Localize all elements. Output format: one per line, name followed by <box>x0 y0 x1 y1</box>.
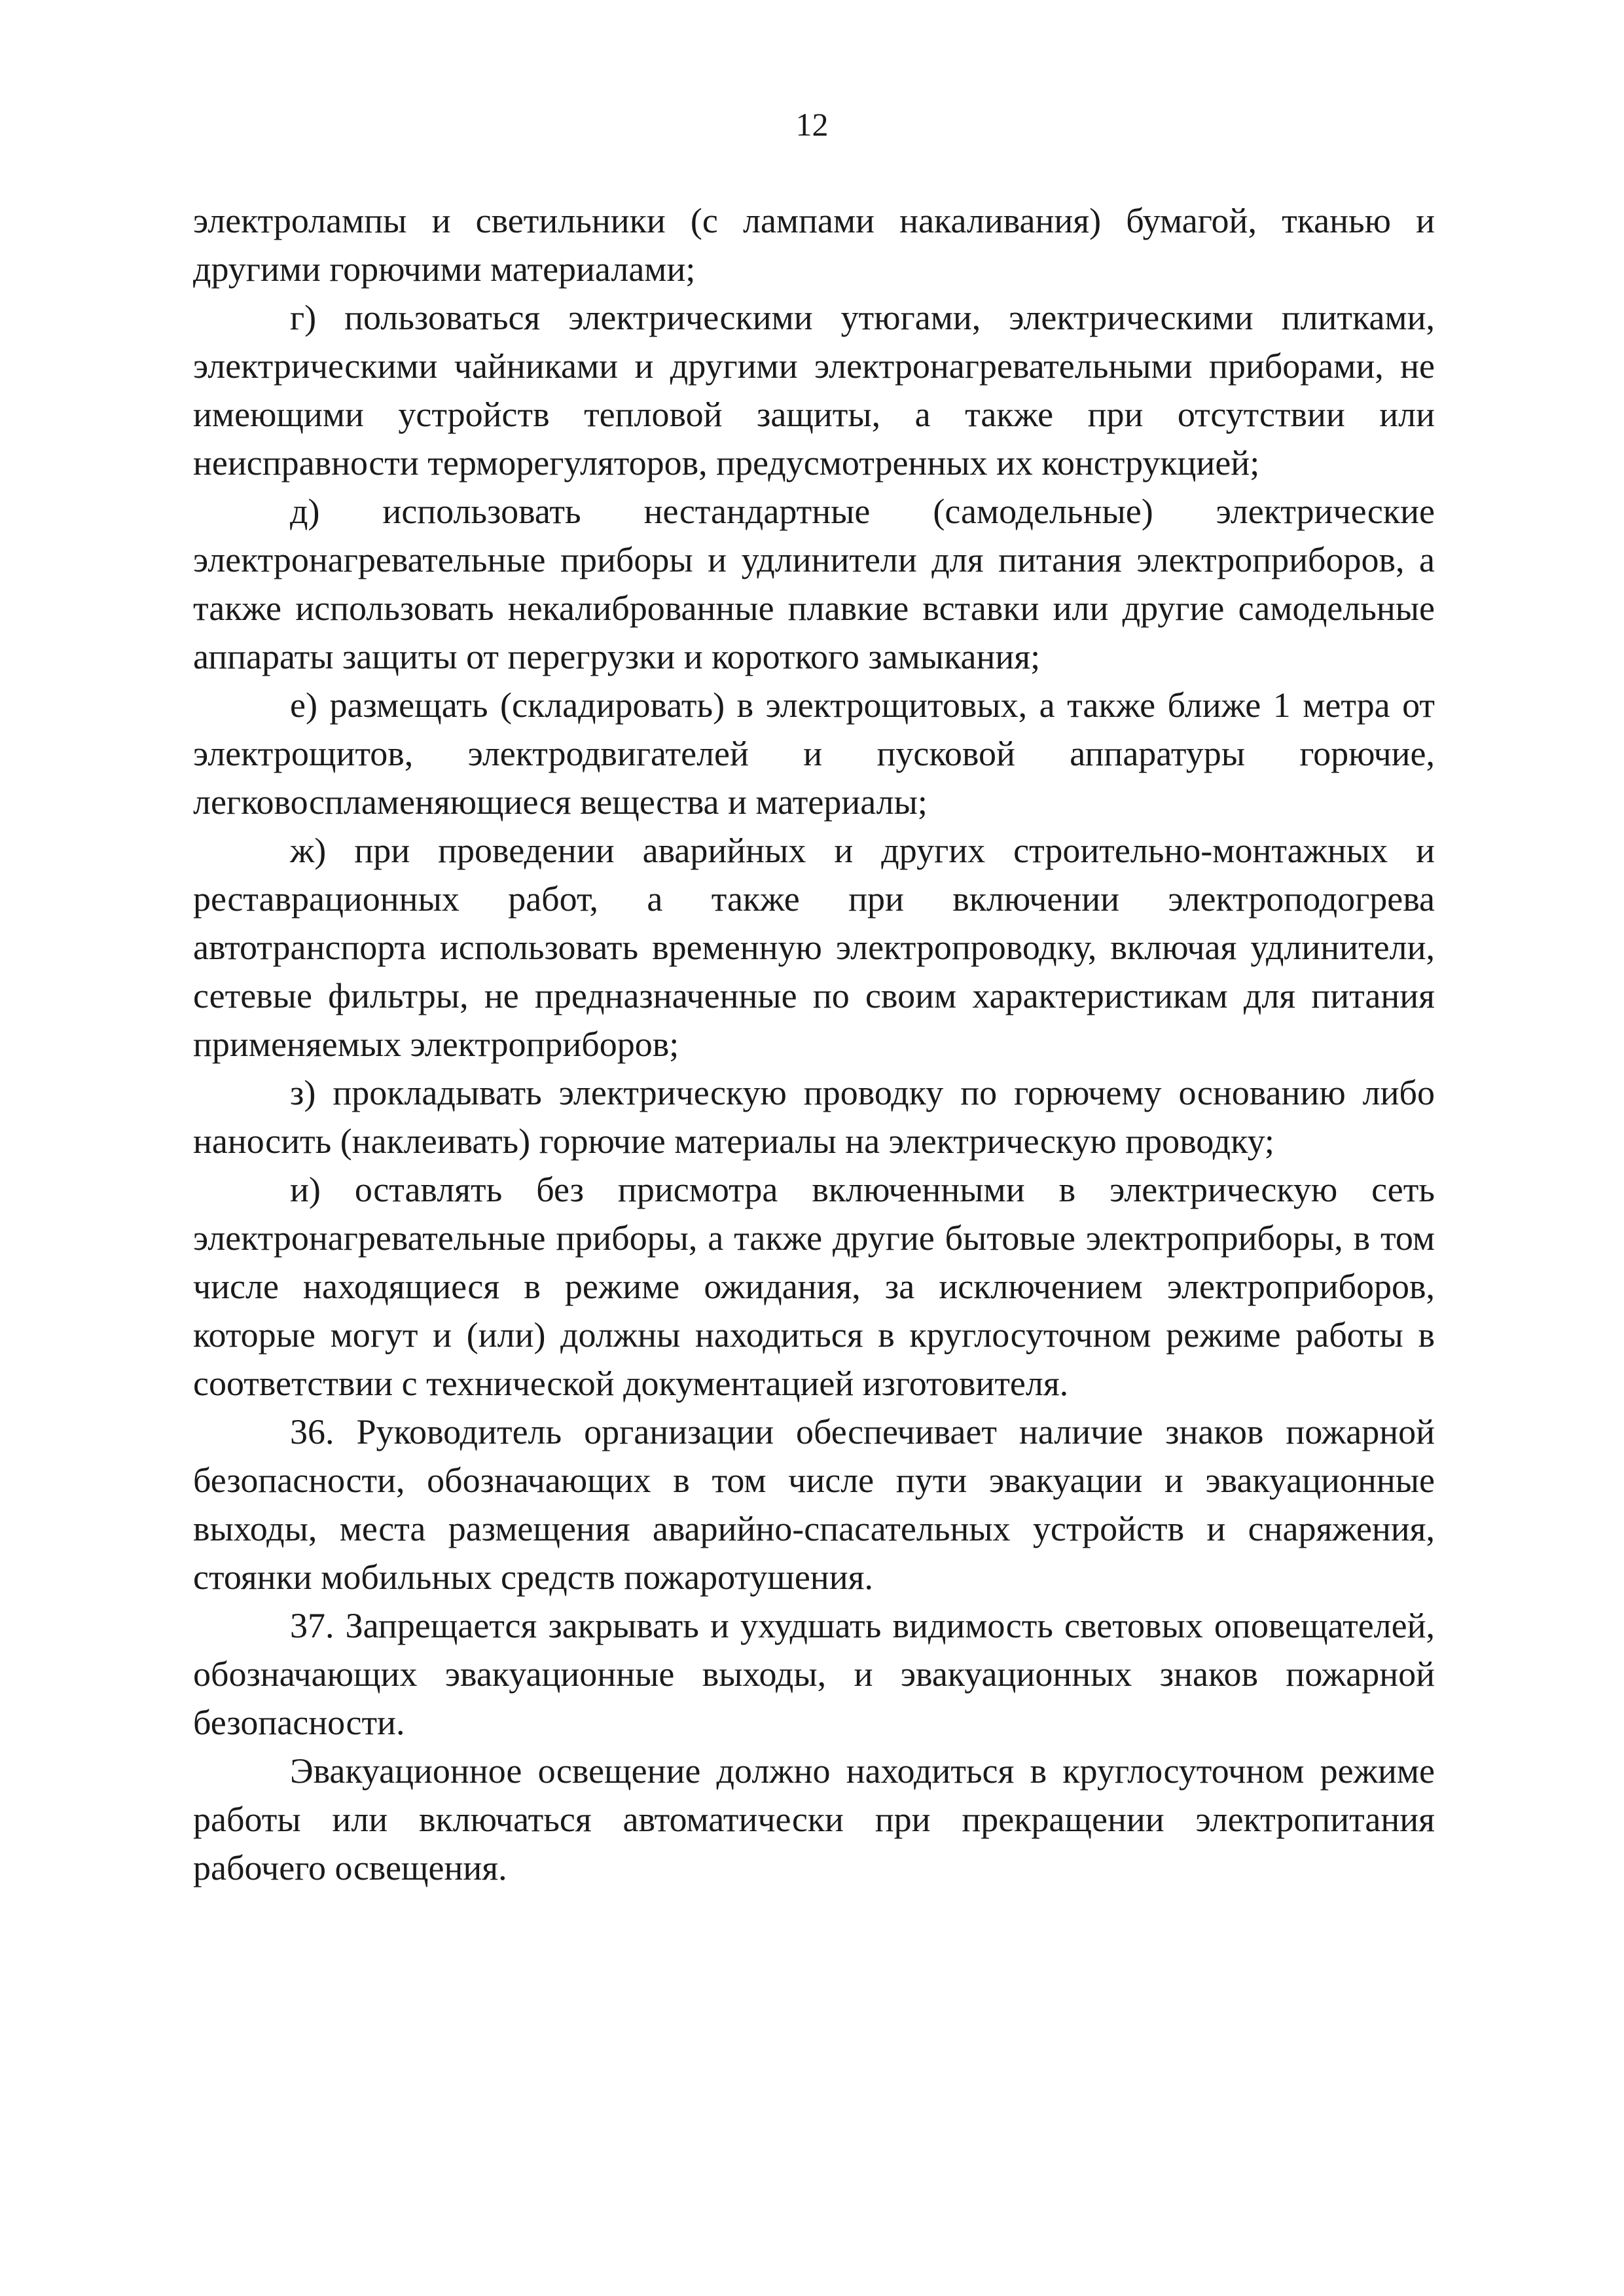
document-body <box>193 196 1435 1892</box>
paragraph-item-e: е) размещать (складировать) в электрощитовых, а также ближе 1 метра от электрощитов, электродвигателей и пусковой аппаратуры горючие, легковоспламеняющиеся вещества и материалы; <box>193 685 1435 822</box>
paragraph-evacuation-lighting: Эвакуационное освещение должно находиться в круглосуточном режиме работы или включаться автоматически при прекращении электропитания рабочего освещения. <box>193 1751 1435 1887</box>
paragraph-clause-36: 36. Руководитель организации обеспечивает наличие знаков пожарной безопасности, обозначающих в том числе пути эвакуации и эвакуационные выходы, места размещения аварийно-спасательных устройств и снаряжения, стоянки мобильных средств пожаротушения. <box>193 1412 1435 1597</box>
paragraph-item-z: з) прокладывать электрическую проводку по горючему основанию либо наносить (наклеивать) горючие материалы на электрическую проводку; <box>193 1073 1435 1161</box>
page-number: 12 <box>795 106 829 143</box>
paragraph-item-zh: ж) при проведении аварийных и других строительно-монтажных и реставрационных работ, а также при включении электроподогрева автотранспорта использовать временную электропроводку, включая удлинители, сетевые фильтры, не предназначенные по своим характеристикам для питания применяемых электроприборов; <box>193 831 1435 1064</box>
paragraph-item-d: д) использовать нестандартные (самодельные) электрические электронагревательные приборы и удлинители для питания электроприборов, а также использовать некалиброванные плавкие вставки или другие самодельные аппараты защиты от перегрузки и короткого замыкания; <box>193 492 1435 676</box>
paragraph-clause-37: 37. Запрещается закрывать и ухудшать видимость световых оповещателей, обозначающих эвакуационные выходы, и эвакуационных знаков пожарной безопасности. <box>193 1606 1435 1742</box>
paragraph-item-g: г) пользоваться электрическими утюгами, электрическими плитками, электрическими чайниками и другими электронагревательными приборами, не имеющими устройств тепловой защиты, а также при отсутствии или неисправности терморегуляторов, предусмотренных их конструкцией; <box>193 298 1435 483</box>
paragraph-item-i: и) оставлять без присмотра включенными в электрическую сеть электронагревательные приборы, а также другие бытовые электроприборы, в том числе находящиеся в режиме ожидания, за исключением электроприборов, которые могут и (или) должны находиться в круглосуточном режиме работы в соответствии с технической документацией изготовителя. <box>193 1170 1435 1403</box>
paragraph-continuation: электролампы и светильники (с лампами накаливания) бумагой, тканью и другими горючими материалами; <box>193 201 1435 289</box>
